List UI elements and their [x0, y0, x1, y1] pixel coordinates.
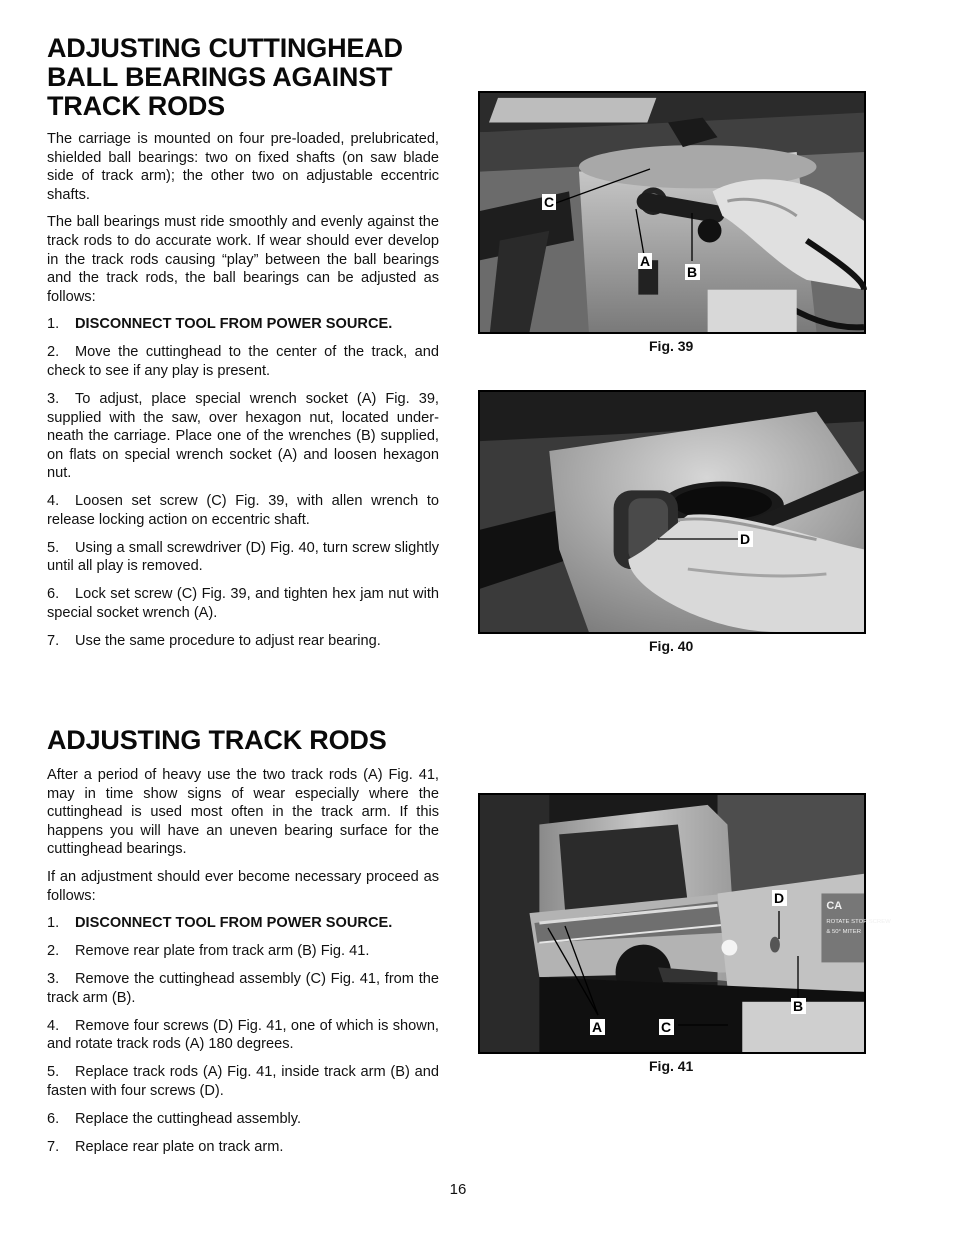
figure-caption: Fig. 41: [649, 1058, 694, 1074]
figure-39-callouts: [478, 91, 866, 334]
plate-text: & 50° MITER: [826, 928, 862, 935]
page-number: 16: [449, 1181, 467, 1198]
plate-text: CA: [826, 900, 843, 913]
step-item: 4. Loosen set screw (C) Fig. 39, with allen wrench to release locking action on eccentric shaft.: [47, 493, 439, 528]
figure-40-callouts: [478, 390, 866, 634]
step-item: 7. Replace rear plate on track arm.: [47, 1138, 284, 1155]
step-item: 2. Remove rear plate from track arm (B) Fig. 41.: [47, 943, 370, 960]
paragraph: The ball bearings must ride smoothly and evenly against the track rods to do accurate work. If wear should ever develop in the track rods causing “play” between the ball bearings and the track rods, the ball bearings can be adjusted as follows:: [47, 214, 439, 305]
paragraph: After a period of heavy use the two track rods (A) Fig. 41, may in time show signs of wear especially where the cuttinghead is used most often in the track arm. If this happens you will have an uneven bearing surface for the cuttinghead bearings.: [47, 767, 439, 858]
figure-caption: Fig. 39: [649, 338, 694, 354]
callout-label: C: [544, 194, 555, 210]
paragraph: If an adjustment should ever become necessary proceed as follows:: [47, 868, 439, 904]
step-list: [47, 315, 439, 650]
figure-caption: Fig. 40: [649, 638, 694, 654]
callout-label: C: [661, 1019, 672, 1035]
section-track-rods: [47, 726, 439, 1166]
section-ball-bearings: [47, 34, 439, 660]
paragraph: The carriage is mounted on four pre-loaded, prelubricated, shielded ball bearings: two on fixed shafts (on saw blade side of track arm); the other two on adjustable eccentric shafts.: [47, 131, 439, 203]
section-title: ADJUSTING TRACK RODS: [47, 725, 387, 755]
step-item: 7. Use the same procedure to adjust rear bearing.: [47, 633, 381, 649]
step-list: [47, 914, 439, 1156]
step-item: 6. Replace the cuttinghead assembly.: [47, 1110, 302, 1127]
step-item: 1. DISCONNECT TOOL FROM POWER SOURCE.: [47, 316, 393, 333]
step-item: 6. Lock set screw (C) Fig. 39, and tighten hex jam nut with special socket wrench (A).: [47, 586, 439, 622]
step-item: 1. DISCONNECT TOOL FROM POWER SOURCE.: [47, 915, 393, 932]
step-item: 4. Remove four screws (D) Fig. 41, one of which is shown, and rotate track rods (A) 180 degrees.: [47, 1017, 439, 1053]
step-item: 3. Remove the cuttinghead assembly (C) Fig. 41, from the track arm (B).: [47, 971, 439, 1006]
figure-41-callouts: [478, 793, 866, 1054]
callout-label: A: [592, 1019, 603, 1035]
callout-label: A: [640, 253, 651, 269]
callout-label: B: [793, 998, 804, 1014]
callout-label: D: [774, 890, 785, 906]
step-item: 5. Using a small screwdriver (D) Fig. 40, turn screw slightly until all play is removed.: [47, 539, 439, 575]
plate-text: ROTATE STOP SCREW: [826, 919, 891, 926]
section-title: ADJUSTING CUTTINGHEAD BALL BEARINGS AGAINST TRACK RODS: [47, 33, 403, 121]
step-item: 5. Replace track rods (A) Fig. 41, inside track arm (B) and fasten with four screws (D).: [47, 1064, 439, 1099]
step-item: 3. To adjust, place special wrench socket (A) Fig. 39, supplied with the saw, over hexagon nut, located under-neath the carriage. Place one of the wrenches (B) supplied, on flats on special wrench socket (A) and loosen hexagon nut.: [47, 390, 439, 482]
callout-label: B: [687, 264, 698, 280]
step-item: 2. Move the cuttinghead to the center of the track, and check to see if any play is present.: [47, 344, 439, 379]
callout-label: D: [740, 531, 751, 547]
